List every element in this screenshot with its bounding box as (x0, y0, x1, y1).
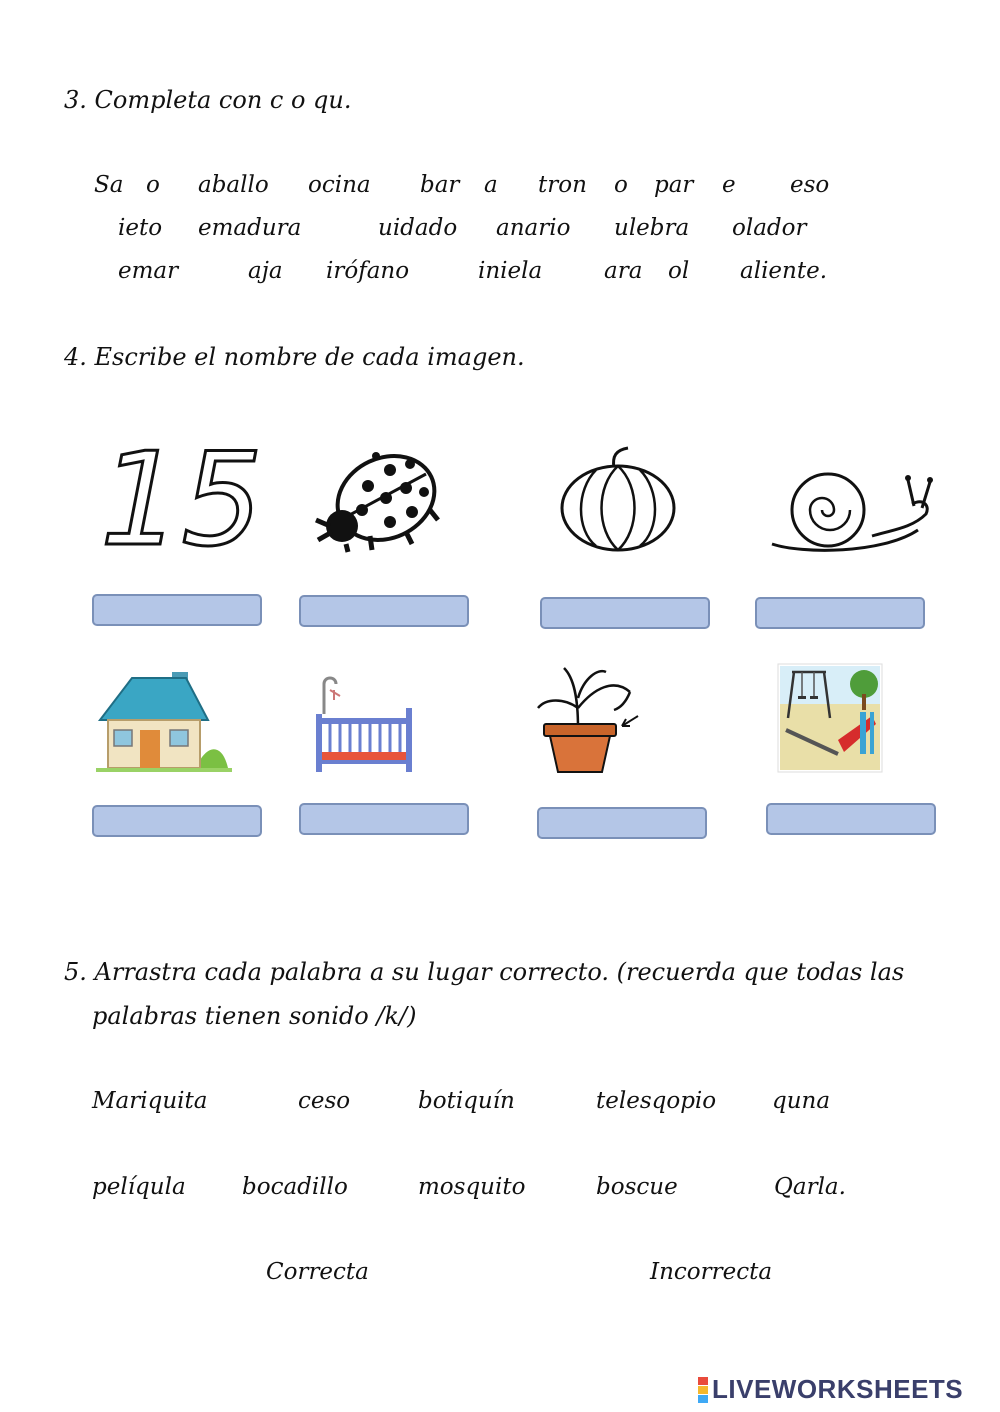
answer-box-ladybug[interactable] (299, 595, 469, 627)
playground-picture (778, 664, 882, 772)
section-5-heading-continued: palabras tienen sonido /k/) (92, 1002, 417, 1030)
house-picture (96, 664, 234, 774)
syllable-word: e (722, 172, 736, 198)
syllable-word: Sa (94, 172, 124, 198)
ladybug-picture (306, 440, 442, 556)
number-15-picture (96, 426, 263, 575)
draggable-word[interactable]: boscue (596, 1174, 678, 1200)
section-5-heading: 5. Arrastra cada palabra a su lugar correcto. (recuerda que todas las (64, 958, 905, 986)
answer-box-house[interactable] (92, 805, 262, 837)
syllable-word: aliente. (740, 258, 828, 284)
answer-box-playground[interactable] (766, 803, 936, 835)
draggable-word[interactable]: quna (772, 1088, 831, 1114)
syllable-word: olador (732, 215, 807, 241)
syllable-word: aballo (198, 172, 269, 198)
syllable-word: ol (668, 258, 690, 284)
syllable-word: ocina (308, 172, 371, 198)
syllable-word: bar (420, 172, 460, 198)
syllable-word: emar (118, 258, 179, 284)
draggable-word[interactable]: Mariquita (92, 1088, 208, 1114)
draggable-word[interactable]: pelíqula (92, 1174, 186, 1200)
syllable-word: iniela (478, 258, 543, 284)
syllable-word: aja (248, 258, 283, 284)
syllable-word: a (484, 172, 498, 198)
answer-box-plant-pot[interactable] (537, 807, 707, 839)
draggable-word[interactable]: botiquín (418, 1088, 515, 1114)
syllable-word: par (654, 172, 694, 198)
crib-picture (310, 674, 416, 774)
syllable-word: uidado (378, 215, 458, 241)
syllable-word: anario (496, 215, 571, 241)
answer-box-snail[interactable] (755, 597, 925, 629)
number-15-text: 15 (100, 426, 263, 575)
syllable-word: o (614, 172, 628, 198)
plant-pot-picture (534, 658, 644, 776)
syllable-word: tron (538, 172, 587, 198)
draggable-word[interactable]: Qarla. (774, 1174, 846, 1200)
logo-cubes-icon (698, 1377, 708, 1403)
draggable-word[interactable]: bocadillo (242, 1174, 348, 1200)
answer-box-crib[interactable] (299, 803, 469, 835)
section-4-heading: 4. Escribe el nombre de cada imagen. (64, 343, 525, 371)
answer-box-number[interactable] (92, 594, 262, 626)
section-3-heading: 3. Completa con c o qu. (64, 86, 352, 114)
pumpkin-picture (556, 446, 680, 554)
brand-name: LIVEWORKSHEETS (712, 1374, 964, 1404)
syllable-word: emadura (198, 215, 302, 241)
syllable-word: eso (790, 172, 830, 198)
liveworksheets-logo (698, 1374, 963, 1405)
answer-box-pumpkin[interactable] (540, 597, 710, 629)
draggable-word[interactable]: telesqopio (596, 1088, 717, 1114)
drop-target-correcta[interactable]: Correcta (266, 1259, 369, 1285)
syllable-word: ara (604, 258, 643, 284)
syllable-word: ieto (118, 215, 163, 241)
draggable-word[interactable]: mosquito (418, 1174, 526, 1200)
snail-picture (762, 470, 934, 556)
draggable-word[interactable]: ceso (298, 1088, 351, 1114)
syllable-word: irófano (326, 258, 410, 284)
syllable-word: ulebra (614, 215, 690, 241)
syllable-word: o (146, 172, 160, 198)
drop-target-incorrecta[interactable]: Incorrecta (650, 1259, 773, 1285)
